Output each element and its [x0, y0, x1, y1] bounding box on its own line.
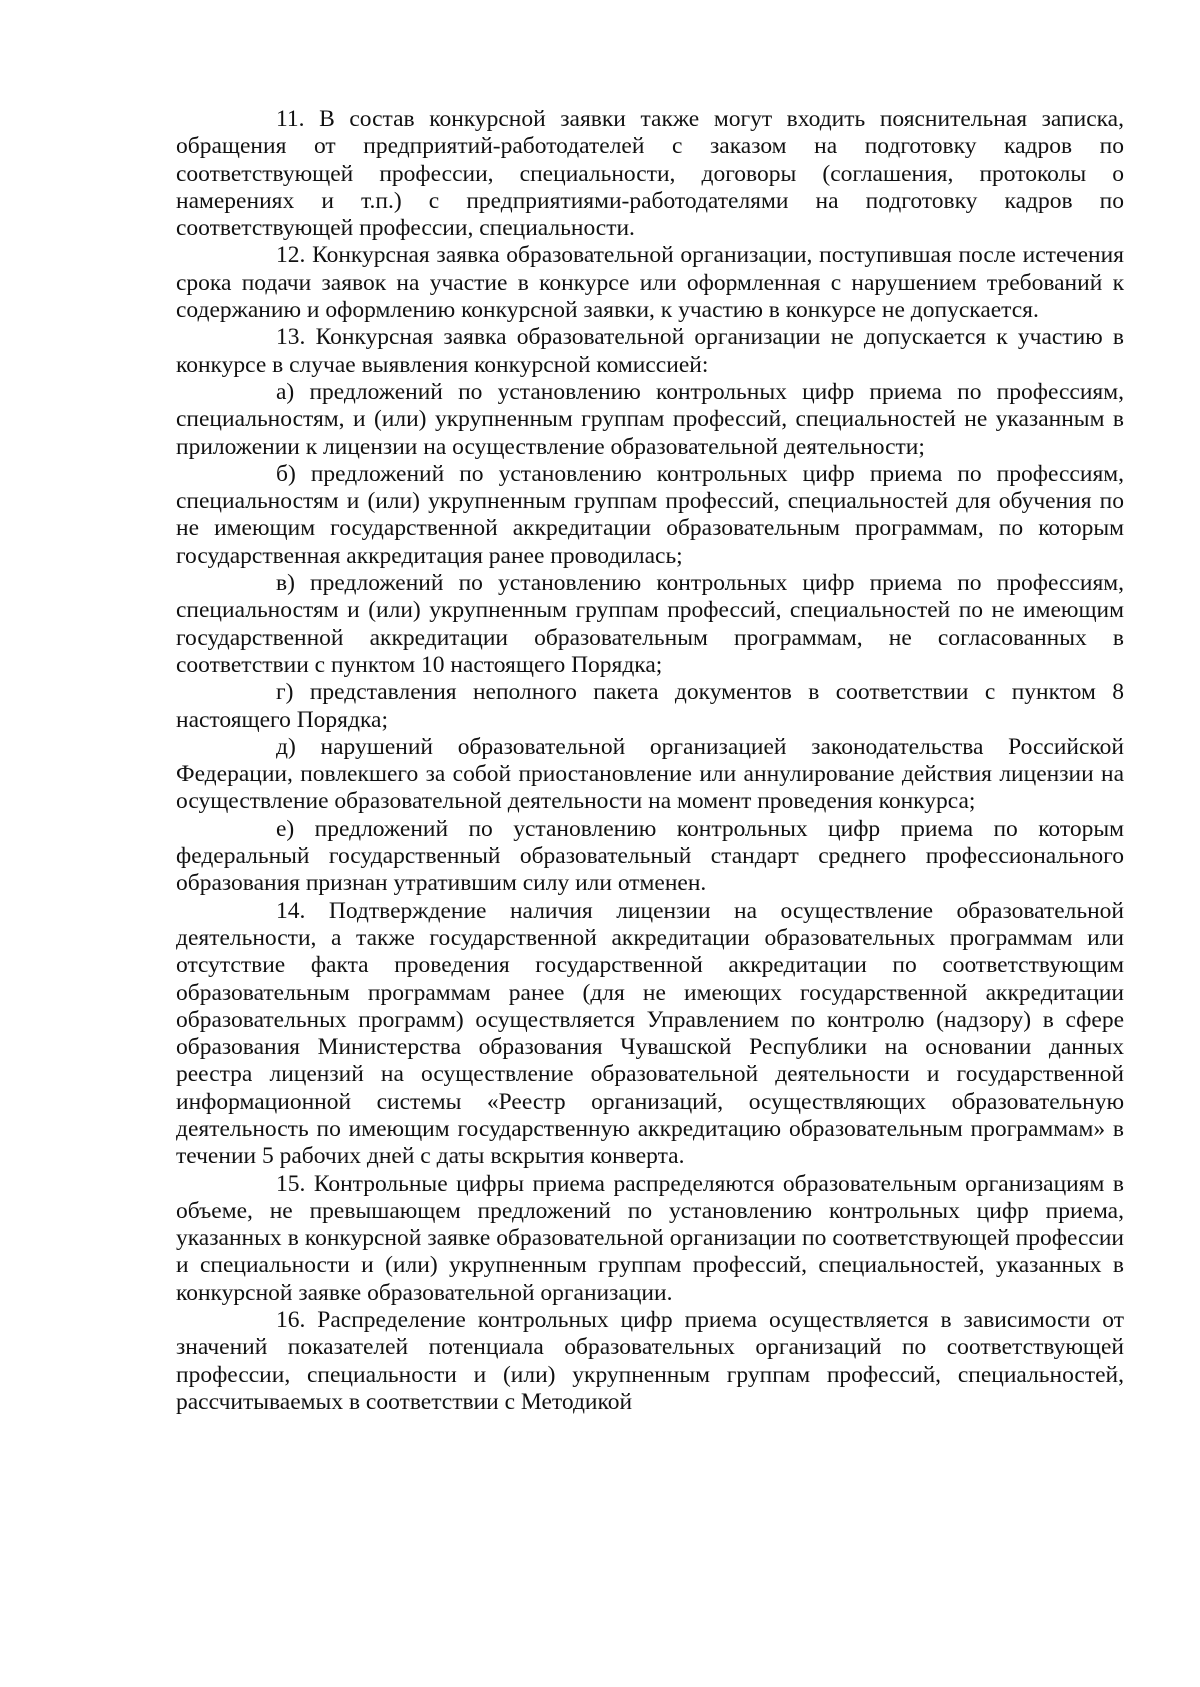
paragraph-13-item-g: г) представления неполного пакета документов в соответствии с пунктом 8 настоящего Порядка;	[176, 679, 1124, 733]
paragraph-13-item-b: б) предложений по установлению контрольных цифр приема по профессиям, специальностям и (или) укрупненным группам профессий, специальностей для обучения по не имеющим государственной аккредитации образовательным программам, по которым государственная аккредитация ранее проводилась;	[176, 460, 1124, 569]
paragraph-16: 16. Распределение контрольных цифр приема осуществляется в зависимости от значений показателей потенциала образовательных организаций по соответствующей профессии, специальности и (или) укрупненным группам профессий, специальностей, рассчитываемых в соответствии с Методикой	[176, 1307, 1124, 1415]
paragraph-13-item-e: е) предложений по установлению контрольных цифр приема по которым федеральный государственный образовательный стандарт среднего профессионального образования признан утратившим силу или отменен.	[176, 815, 1124, 897]
paragraph-12: 12. Конкурсная заявка образовательной организации, поступившая после истечения срока подачи заявок на участие в конкурсе или оформленная с нарушением требований к содержанию и оформлению конкурсной заявки, к участию в конкурсе не допускается.	[176, 242, 1124, 324]
paragraph-14: 14. Подтверждение наличия лицензии на осуществление образовательной деятельности, а также государственной аккредитации образовательных программам или отсутствие факта проведения государственной аккредитации по соответствующим образовательным программам ранее (для не имеющих государственной аккредитации образовательных программ) осуществляется Управлением по контролю (надзору) в сфере образования Министерства образования Чувашской Республики на основании данных реестра лицензий на осуществление образовательной деятельности и государственной информационной системы «Реестр организаций, осуществляющих образовательную деятельность по имеющим государственную аккредитацию образовательным программам» в течении 5 рабочих дней с даты вскрытия конверта.	[176, 897, 1124, 1170]
paragraph-15: 15. Контрольные цифры приема распределяются образовательным организациям в объеме, не превышающем предложений по установлению контрольных цифр приема, указанных в конкурсной заявке образовательной организации по соответствующей профессии и специальности и (или) укрупненным группам профессий, специальностей, указанных в конкурсной заявке образовательной организации.	[176, 1170, 1124, 1306]
document-body	[176, 106, 1124, 1416]
paragraph-11: 11. В состав конкурсной заявки также могут входить пояснительная записка, обращения от предприятий-работодателей с заказом на подготовку кадров по соответствующей профессии, специальности, договоры (соглашения, протоколы о намерениях и т.п.) с предприятиями-работодателями на подготовку кадров по соответствующей профессии, специальности.	[176, 106, 1124, 242]
paragraph-13-item-v: в) предложений по установлению контрольных цифр приема по профессиям, специальностям и (или) укрупненным группам профессий, специальностей по не имеющим государственной аккредитации образовательным программам, не согласованных в соответствии с пунктом 10 настоящего Порядка;	[176, 570, 1124, 678]
paragraph-13: 13. Конкурсная заявка образовательной организации не допускается к участию в конкурсе в случае выявления конкурсной комиссией:	[176, 324, 1124, 378]
paragraph-13-item-a: а) предложений по установлению контрольных цифр приема по профессиям, специальностям, и (или) укрупненным группам профессий, специальностей не указанным в приложении к лицензии на осуществление образовательной деятельности;	[176, 378, 1124, 460]
paragraph-13-item-d: д) нарушений образовательной организацией законодательства Российской Федерации, повлекшего за собой приостановление или аннулирование действия лицензии на осуществление образовательной деятельности на момент проведения конкурса;	[176, 733, 1124, 815]
